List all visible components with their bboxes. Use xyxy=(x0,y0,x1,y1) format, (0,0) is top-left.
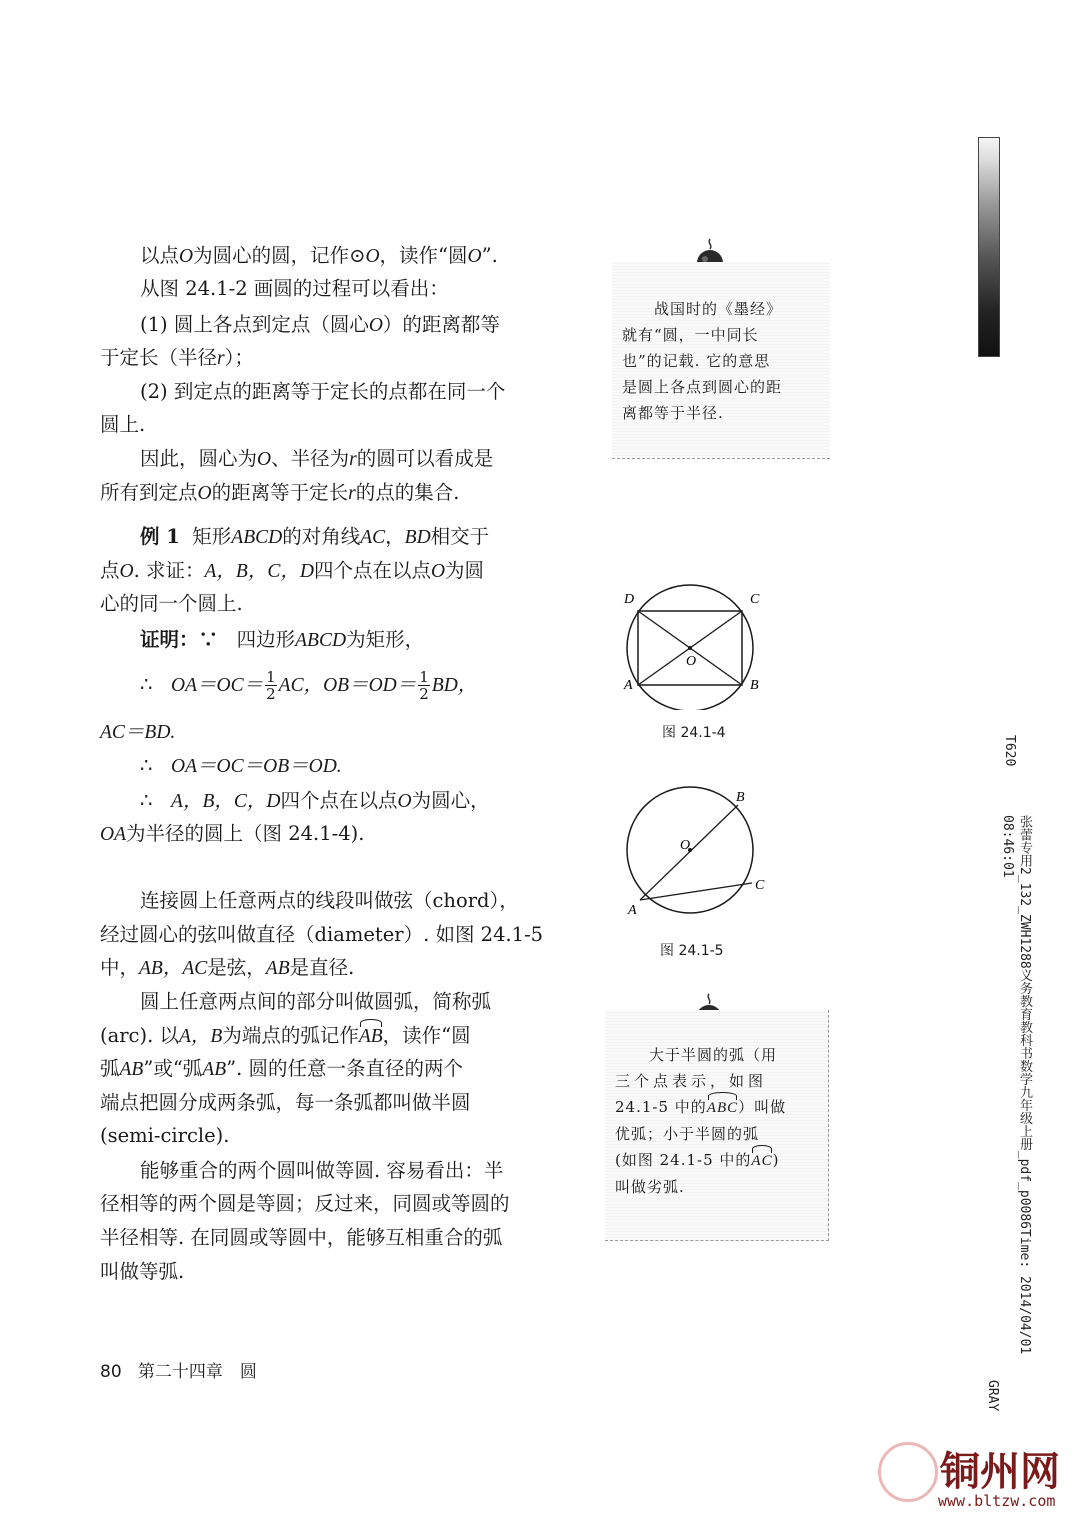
text-line: (2) 到定点的距离等于定长的点都在同一个 xyxy=(140,380,506,403)
arc-symbol: ABC xyxy=(707,1095,738,1121)
fraction-half: $\frac{1}{2}$ xyxy=(266,668,276,703)
text-line: 圆上任意两点间的部分叫做圆弧，简称弧 xyxy=(140,990,492,1013)
chapter-title: 第二十四章 圆 xyxy=(137,1362,257,1382)
proof-line: ∴ OA＝OC＝OB＝OD. xyxy=(140,754,342,777)
text-line: 叫做等弧. xyxy=(100,1260,185,1283)
proof-equation: ∴ OA＝OC＝ $\frac{1}{2}$ AC，OB＝OD＝ $\frac{1}{2}$ BD， xyxy=(140,668,478,703)
sidebar-note-arcs: 大于半圆的弧（用 三个点表示，如图 24.1-5 中的ABC）叫做 优弧；小于半圆的弧 (如图 24.1-5 中的AC) 叫做劣弧. xyxy=(605,1010,829,1241)
label-A: A xyxy=(628,903,637,918)
chord-ac xyxy=(640,883,752,900)
label-D: D xyxy=(624,592,635,607)
watermark-url: www.bltzw.com xyxy=(938,1492,1056,1510)
label-C: C xyxy=(750,592,760,607)
text-line: (1) 圆上各点到定点（圆心O）的距离都等 xyxy=(140,313,500,336)
example-line: 例 1 矩形ABCD的对角线AC，BD相交于 xyxy=(140,525,490,548)
label-B: B xyxy=(736,790,745,805)
example-line: 点O. 求证：A，B，C，D四个点在以点O为圆 xyxy=(100,559,485,582)
text-line: 能够重合的两个圆叫做等圆. 容易看出：半 xyxy=(140,1159,504,1182)
arc-symbol: AC xyxy=(751,1148,772,1174)
margin-gray-label: GRAY xyxy=(985,1380,1000,1412)
label-O: O xyxy=(686,654,697,669)
figure-24-1-4 xyxy=(610,580,780,710)
label-O: O xyxy=(680,838,691,853)
text-line: 因此，圆心为O、半径为r的圆可以看成是 xyxy=(140,447,494,470)
text-line: 所有到定点O的距离等于定长r的点的集合. xyxy=(100,481,460,504)
text-line: 圆上. xyxy=(100,413,146,436)
figure-24-1-5 xyxy=(610,785,780,920)
proof-line: 证明：∵ 四边形ABCD为矩形， xyxy=(140,628,425,651)
seal-icon xyxy=(878,1442,938,1502)
example-line: 心的同一个圆上. xyxy=(100,592,243,615)
text-line: 中，AB，AC是弦，AB是直径. xyxy=(100,956,355,979)
page-number: 80 xyxy=(100,1362,122,1382)
page-footer xyxy=(100,1357,257,1382)
text-line: 经过圆心的弦叫做直径（diameter）. 如图 24.1-5 xyxy=(100,923,544,946)
proof-line: ∴ A，B，C，D四个点在以点O为圆心， xyxy=(140,789,490,812)
figure-caption: 图 24.1-4 xyxy=(662,725,726,741)
label-A: A xyxy=(624,678,633,693)
center-point xyxy=(688,646,692,650)
text-line: (arc). 以A，B为端点的弧记作AB，读作“圆 xyxy=(100,1021,570,1052)
fraction-half: $\frac{1}{2}$ xyxy=(419,668,429,703)
text-line: 从图 24.1-2 画圆的过程可以看出： xyxy=(140,277,449,300)
text-line: 径相等的两个圆是等圆；反过来，同圆或等圆的 xyxy=(100,1192,510,1215)
text-line: 于定长（半径r）； xyxy=(100,346,254,369)
arc-symbol: AB xyxy=(359,1022,383,1052)
proof-line: OA为半径的圆上（图 24.1-4). xyxy=(100,822,365,845)
sidebar-note-mojing: 战国时的《墨经》 就有“圆，一中同长 也”的记载. 它的意思 是圆上各点到圆心的距 离都等于半径. xyxy=(612,262,830,459)
gray-scale-bar xyxy=(978,137,1000,357)
label-C: C xyxy=(755,878,765,893)
label-B: B xyxy=(750,678,759,693)
text-line: 端点把圆分成两条弧，每一条弧都叫做半圆 xyxy=(100,1091,471,1114)
margin-code: T620 xyxy=(1002,735,1017,767)
figure-caption: 图 24.1-5 xyxy=(660,943,724,959)
text-line: 弧AB”或“弧AB”. 圆的任意一条直径的两个 xyxy=(100,1057,463,1080)
text-line: (semi-circle). xyxy=(100,1124,230,1147)
margin-stamp: 张蕾专用2_132_ZWH1288义务教育教科书数学九年级上册_pdf_p0086Time: 2014/04/01 08:46:01 xyxy=(1000,815,1032,1355)
example-label: 例 1 xyxy=(140,525,180,548)
text-line: 连接圆上任意两点的线段叫做弦（chord）， xyxy=(140,889,519,912)
text-line: 以点O为圆心的圆，记作⊙O，读作“圆O”. xyxy=(140,244,498,267)
proof-line: AC＝BD. xyxy=(100,722,176,743)
watermark-site: 铜州网 xyxy=(940,1448,1060,1495)
text-line: 半径相等. 在同圆或等圆中，能够互相重合的弧 xyxy=(100,1226,503,1249)
